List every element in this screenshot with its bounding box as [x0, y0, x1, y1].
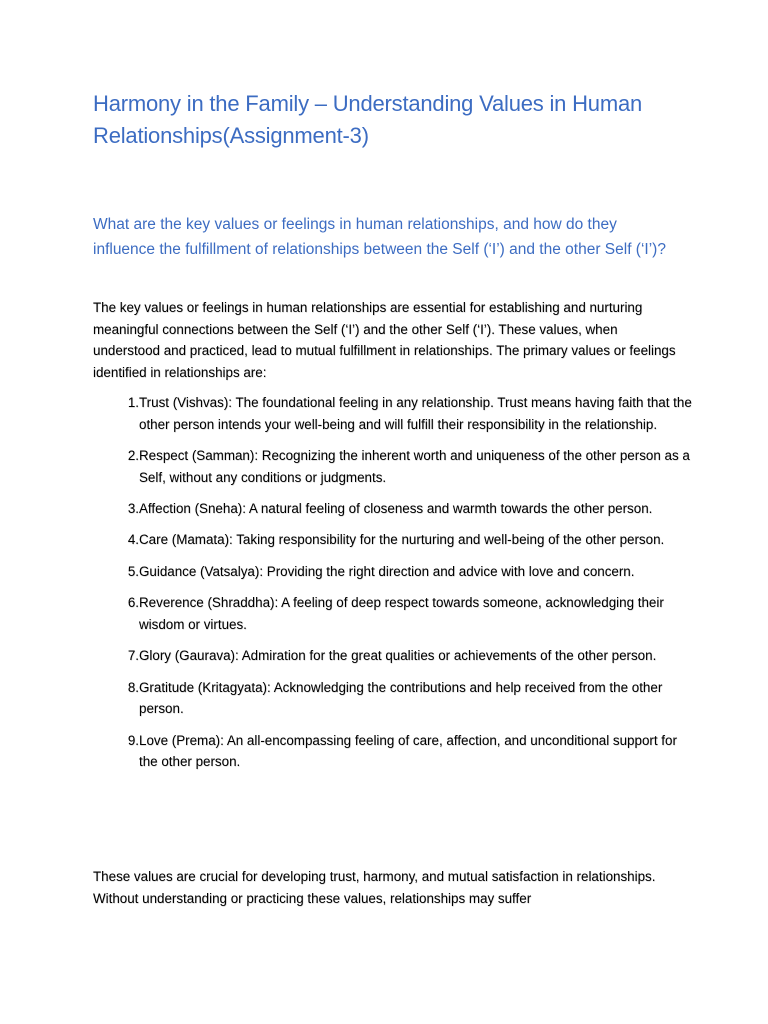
values-list [93, 392, 693, 782]
list-item [93, 592, 693, 635]
list-item-text: Gratitude (Kritagyata): Acknowledging the contributions and help received from the other person. [139, 679, 663, 717]
list-item-number: 2. [127, 447, 139, 463]
list-item [93, 561, 693, 583]
list-item-text: Respect (Samman): Recognizing the inherent worth and uniqueness of the other person as a Self, without any conditions or judgments. [139, 447, 690, 485]
list-item-number: 6. [127, 595, 139, 611]
intro-paragraph: The key values or feelings in human relationships are essential for establishing and nurturing meaningful connections between the Self (‘I’) and the other Self (‘I’). These values, when understood and practiced, lead to mutual fulfillment in relationships. The primary values or feelings identified in relationships are: [93, 300, 676, 380]
list-item [93, 730, 693, 773]
list-item-number: 5. [127, 563, 139, 579]
document-title: Harmony in the Family – Understanding Values in Human Relationships(Assignment-3) [93, 91, 643, 148]
list-item-text: Reverence (Shraddha): A feeling of deep respect towards someone, acknowledging their wisdom or virtues. [139, 595, 664, 632]
list-item [93, 445, 693, 488]
list-item-number: 8. [127, 679, 139, 695]
list-item-text: Love (Prema): An all-encompassing feeling of care, affection, and unconditional support for the other person. [139, 732, 677, 770]
list-item-number: 4. [127, 532, 139, 548]
list-item [93, 645, 693, 667]
list-item [93, 677, 693, 720]
list-item-text: Glory (Gaurava): Admiration for the great qualities or achievements of the other person. [139, 648, 657, 664]
list-item-text: Trust (Vishvas): The foundational feeling in any relationship. Trust means having faith that the other person intends your well-being and will fulfill their responsibility in the relationship. [139, 395, 692, 432]
list-item [93, 529, 693, 551]
list-item-number: 7. [127, 648, 139, 664]
list-item [93, 392, 693, 435]
outro-paragraph: These values are crucial for developing trust, harmony, and mutual satisfaction in relationships. Without understanding or practicing these values, relationships may suffer [93, 869, 656, 906]
list-item-text: Care (Mamata): Taking responsibility for the nurturing and well-being of the other person. [139, 532, 665, 548]
list-item-text: Guidance (Vatsalya): Providing the right direction and advice with love and concern. [139, 563, 635, 579]
list-item-number: 3. [127, 500, 139, 516]
list-item-text: Affection (Sneha): A natural feeling of closeness and warmth towards the other person. [139, 500, 653, 516]
question-heading: What are the key values or feelings in human relationships, and how do they influence the fulfillment of relationships between the Self (‘I’) and the other Self (‘I’)? [93, 216, 666, 258]
list-item [93, 498, 693, 520]
list-item-number: 1. [127, 395, 139, 410]
list-item-number: 9. [127, 732, 139, 748]
